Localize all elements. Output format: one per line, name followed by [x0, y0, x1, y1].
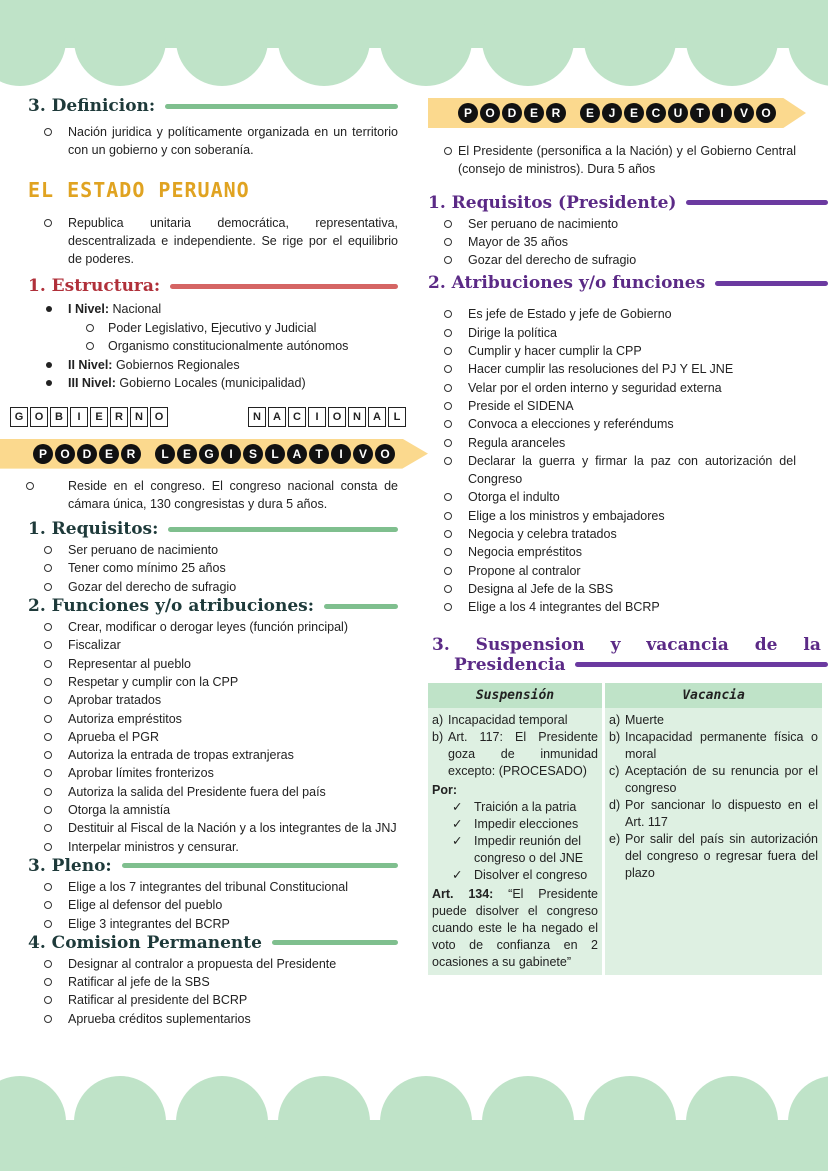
suspension-item-b [432, 729, 598, 780]
item-key: d) [609, 797, 621, 812]
nivel-3-item [28, 374, 398, 393]
check-icon: ✓ [452, 833, 463, 848]
letter-box: I [70, 407, 88, 427]
ejecutivo-intro-list [428, 142, 796, 179]
requisitos-list [28, 541, 398, 596]
poder-legislativo-title [33, 444, 395, 464]
letter-circle: D [77, 444, 97, 464]
letter-box: N [248, 407, 266, 427]
list-item: Elige a los 4 integrantes del BCRP [428, 598, 796, 616]
pleno-heading-text: 3. Pleno: [28, 855, 112, 876]
letter-circle: D [502, 103, 522, 123]
definicion-heading [28, 96, 398, 116]
letter-circle: I [712, 103, 732, 123]
requisitos-heading [28, 519, 398, 539]
atribuciones-heading-text: 2. Atribuciones y/o funciones [428, 273, 706, 294]
table-row [428, 708, 822, 975]
item-text: Art. 117: El Presidente goza de inmunidad excepto: (PROCESADO) [448, 729, 598, 778]
list-item: Autoriza la entrada de tropas extranjeras [28, 746, 398, 764]
comision-heading-text: 4. Comision Permanente [28, 932, 262, 953]
list-item: Hacer cumplir las resoluciones del PJ Y EL JNE [428, 360, 796, 378]
definicion-list [28, 123, 398, 160]
list-item: Crear, modificar o derogar leyes (función principal) [28, 618, 398, 636]
list-item: Velar por el orden interno y seguridad externa [428, 379, 796, 397]
list-item: Tener como mínimo 25 años [28, 559, 398, 577]
comision-list [28, 955, 398, 1028]
suspension-heading-line1 [428, 634, 821, 655]
letter-circle [143, 444, 153, 464]
requisitos-presidente-heading [428, 193, 828, 213]
letter-circle: T [309, 444, 329, 464]
vacancia-item [609, 729, 818, 763]
check-icon: ✓ [452, 799, 463, 814]
letter-box: G [10, 407, 28, 427]
requisitos-heading-text: 1. Requisitos: [28, 519, 159, 540]
suspension-heading-line2 [428, 655, 828, 675]
vacancia-item [609, 712, 818, 729]
check-icon: ✓ [452, 816, 463, 831]
list-item: Mayor de 35 años [428, 233, 828, 251]
item-text: Incapacidad permanente física o moral [625, 729, 818, 761]
letter-box: O [328, 407, 346, 427]
pleno-heading [28, 856, 398, 876]
gobierno-nacional-title [10, 407, 406, 427]
list-item: Otorga el indulto [428, 488, 796, 506]
letter-circle: R [121, 444, 141, 464]
list-item: Poder Legislativo, Ejecutivo y Judicial [28, 319, 398, 337]
list-item: Elige a los 7 integrantes del tribunal Constitucional [28, 878, 398, 896]
nivel-3-value: Gobierno Locales (municipalidad) [115, 376, 306, 391]
list-item: Ser peruano de nacimiento [28, 541, 398, 559]
item-text: Incapacidad temporal [448, 712, 568, 727]
list-item: Gozar del derecho de sufragio [28, 578, 398, 596]
letter-circle: E [99, 444, 119, 464]
vacancia-item [609, 831, 818, 882]
list-item: Republica unitaria democrática, representativa, descentralizada e independiente. Se rige por el equilibrio de poderes. [28, 214, 398, 269]
estructura-list-2 [28, 356, 398, 393]
letter-circle: E [524, 103, 544, 123]
nivel-3-label: III Nivel: [68, 376, 116, 391]
list-item: Aprueba créditos suplementarios [28, 1010, 398, 1028]
letter-box: L [388, 407, 406, 427]
heading-underline [122, 863, 398, 868]
vacancia-cell [605, 708, 822, 975]
heading-underline [575, 662, 828, 667]
letter-box: A [368, 407, 386, 427]
letter-box: N [130, 407, 148, 427]
letter-box: R [110, 407, 128, 427]
estructura-heading [28, 276, 398, 296]
letter-circle: V [734, 103, 754, 123]
list-item: Organismo constitucionalmente autónomos [28, 337, 398, 355]
letter-box: I [308, 407, 326, 427]
estado-title: EL ESTADO PERUANO [28, 177, 250, 202]
letter-circle: E [580, 103, 600, 123]
art-134-note [432, 886, 598, 971]
list-item: Ser peruano de nacimiento [428, 215, 828, 233]
nivel-1-label: I Nivel: [68, 302, 109, 317]
list-item: Aprueba el PGR [28, 728, 398, 746]
gobierno-word [10, 407, 168, 427]
funciones-heading-text: 2. Funciones y/o atribuciones: [28, 596, 315, 617]
comision-heading [28, 933, 398, 953]
top-scallop-decoration [0, 0, 828, 90]
atribuciones-heading [428, 273, 828, 293]
suspension-vacancia-table [425, 683, 825, 975]
list-item: Representar al pueblo [28, 655, 398, 673]
vacancia-header: Vacancia [605, 683, 822, 708]
list-item: El Presidente (personifica a la Nación) y el Gobierno Central (consejo de ministros). Dura 5 años [428, 142, 796, 179]
estructura-list [28, 300, 398, 319]
letter-box: N [348, 407, 366, 427]
check-text: Impedir reunión del congreso o del JNE [474, 833, 584, 865]
list-item: Declarar la guerra y firmar la paz con autorización del Congreso [428, 452, 796, 489]
item-key: a) [432, 712, 444, 727]
letter-circle: I [331, 444, 351, 464]
bottom-scallop-decoration [0, 1070, 828, 1171]
list-item: Dirige la política [428, 324, 796, 342]
funciones-heading [28, 596, 398, 616]
suspension-item-a [432, 712, 598, 729]
nivel-1-value: Nacional [109, 302, 162, 317]
table-header-row [428, 683, 822, 708]
item-key: b) [609, 729, 621, 744]
por-label: Por: [432, 782, 457, 797]
list-item: Regula aranceles [428, 434, 796, 452]
art-134-label: Art. 134: [432, 886, 494, 901]
poder-ejecutivo-banner [428, 98, 806, 128]
item-text: Aceptación de su renuncia por el congreso [625, 763, 818, 795]
letter-circle: C [646, 103, 666, 123]
letter-circle: I [221, 444, 241, 464]
check-item [432, 867, 598, 884]
item-key: c) [609, 763, 620, 778]
list-item: Negocia y celebra tratados [428, 525, 796, 543]
list-item: Destituir al Fiscal de la Nación y a los integrantes de la JNJ [28, 819, 398, 837]
definicion-heading-text: 3. Definicion: [28, 96, 156, 116]
item-text: Por sancionar lo dispuesto en el Art. 117 [625, 797, 818, 829]
list-item: Elige al defensor del pueblo [28, 896, 398, 914]
letter-box: A [268, 407, 286, 427]
funciones-list [28, 618, 398, 856]
letter-box: C [288, 407, 306, 427]
list-item: Interpelar ministros y censurar. [28, 838, 398, 856]
letter-circle: O [55, 444, 75, 464]
list-item: Reside en el congreso. El congreso nacional consta de cámara única, 130 congresistas y dura 5 años. [10, 477, 398, 514]
suspension-heading-line2-text: Presidencia [454, 654, 566, 675]
nivel-2-value: Gobiernos Regionales [112, 357, 240, 372]
estado-list [28, 214, 398, 269]
nivel-1-sublist [28, 319, 398, 356]
check-text: Impedir elecciones [474, 816, 579, 831]
heading-underline [686, 200, 828, 205]
list-item: Cumplir y hacer cumplir la CPP [428, 342, 796, 360]
letter-circle: T [690, 103, 710, 123]
list-item: Ratificar al presidente del BCRP [28, 991, 398, 1009]
letter-box: E [90, 407, 108, 427]
letter-circle: P [458, 103, 478, 123]
heading-underline [324, 604, 398, 609]
suspension-cell [428, 708, 602, 975]
suspension-vacancia-heading [428, 634, 821, 675]
letter-circle: A [287, 444, 307, 464]
letter-box: O [150, 407, 168, 427]
list-item: Propone al contralor [428, 562, 796, 580]
atribuciones-list [428, 305, 796, 616]
pleno-list [28, 878, 398, 933]
check-item [432, 833, 598, 867]
check-item [432, 799, 598, 816]
check-text: Traición a la patria [474, 799, 577, 814]
list-item: Autoriza la salida del Presidente fuera del país [28, 783, 398, 801]
heading-underline [272, 940, 398, 945]
right-column [428, 92, 828, 975]
nivel-1-item [28, 300, 398, 319]
list-item: Ratificar al jefe de la SBS [28, 973, 398, 991]
letter-circle: E [624, 103, 644, 123]
letter-circle: L [265, 444, 285, 464]
item-key: a) [609, 712, 621, 727]
letter-circle [568, 103, 578, 123]
letter-circle: O [480, 103, 500, 123]
letter-box: B [50, 407, 68, 427]
list-item: Fiscalizar [28, 636, 398, 654]
vacancia-item [609, 797, 818, 831]
left-column [14, 92, 401, 1028]
letter-circle: L [155, 444, 175, 464]
list-item: Elige a los ministros y embajadores [428, 507, 796, 525]
list-item: Otorga la amnistía [28, 801, 398, 819]
letter-circle: S [243, 444, 263, 464]
letter-box: O [30, 407, 48, 427]
letter-circle: O [756, 103, 776, 123]
requisitos-presidente-list [428, 215, 828, 270]
list-item: Gozar del derecho de sufragio [428, 251, 828, 269]
list-item: Negocia empréstitos [428, 543, 796, 561]
nacional-word [248, 407, 406, 427]
letter-circle: J [602, 103, 622, 123]
list-item: Es jefe de Estado y jefe de Gobierno [428, 305, 796, 323]
list-item: Designa al Jefe de la SBS [428, 580, 796, 598]
list-item: Elige 3 integrantes del BCRP [28, 915, 398, 933]
vacancia-item [609, 763, 818, 797]
letter-circle: P [33, 444, 53, 464]
letter-circle: O [375, 444, 395, 464]
item-key: b) [432, 729, 444, 744]
item-text: Muerte [625, 712, 664, 727]
list-item: Aprobar límites fronterizos [28, 764, 398, 782]
list-item: Convoca a elecciones y referéndums [428, 415, 796, 433]
letter-circle: V [353, 444, 373, 464]
letter-circle: E [177, 444, 197, 464]
art-134-text: “El Presidente puede disolver el congreso cuando este le ha negado el voto de confianza en 2 ocasiones a su gabinete” [432, 886, 598, 969]
list-item: Designar al contralor a propuesta del Presidente [28, 955, 398, 973]
heading-underline [715, 281, 828, 286]
heading-underline [165, 104, 398, 109]
check-item [432, 816, 598, 833]
list-item: Autoriza empréstitos [28, 710, 398, 728]
check-text: Disolver el congreso [474, 867, 588, 882]
letter-circle: U [668, 103, 688, 123]
item-text: Por salir del país sin autorización del congreso o regresar fuera del plazo [625, 831, 818, 880]
list-item: Nación juridica y políticamente organizada en un territorio con un gobierno y con soberanía. [28, 123, 398, 160]
letter-circle: R [546, 103, 566, 123]
suspension-heading-line1-text: 3. Suspension y vacancia de la [432, 634, 821, 655]
nivel-2-item [28, 356, 398, 375]
estructura-heading-text: 1. Estructura: [28, 276, 161, 297]
heading-underline [168, 527, 398, 532]
nivel-2-label: II Nivel: [68, 357, 113, 372]
requisitos-presidente-heading-text: 1. Requisitos (Presidente) [428, 192, 677, 213]
heading-underline [170, 284, 398, 289]
list-item: Preside el SIDENA [428, 397, 796, 415]
item-key: e) [609, 831, 621, 846]
letter-circle: G [199, 444, 219, 464]
poder-ejecutivo-title [458, 103, 776, 123]
suspension-header: Suspensión [428, 683, 602, 708]
legislativo-intro-list [10, 477, 398, 514]
check-icon: ✓ [452, 867, 463, 882]
list-item: Respetar y cumplir con la CPP [28, 673, 398, 691]
list-item: Aprobar tratados [28, 691, 398, 709]
poder-legislativo-banner [0, 439, 428, 469]
